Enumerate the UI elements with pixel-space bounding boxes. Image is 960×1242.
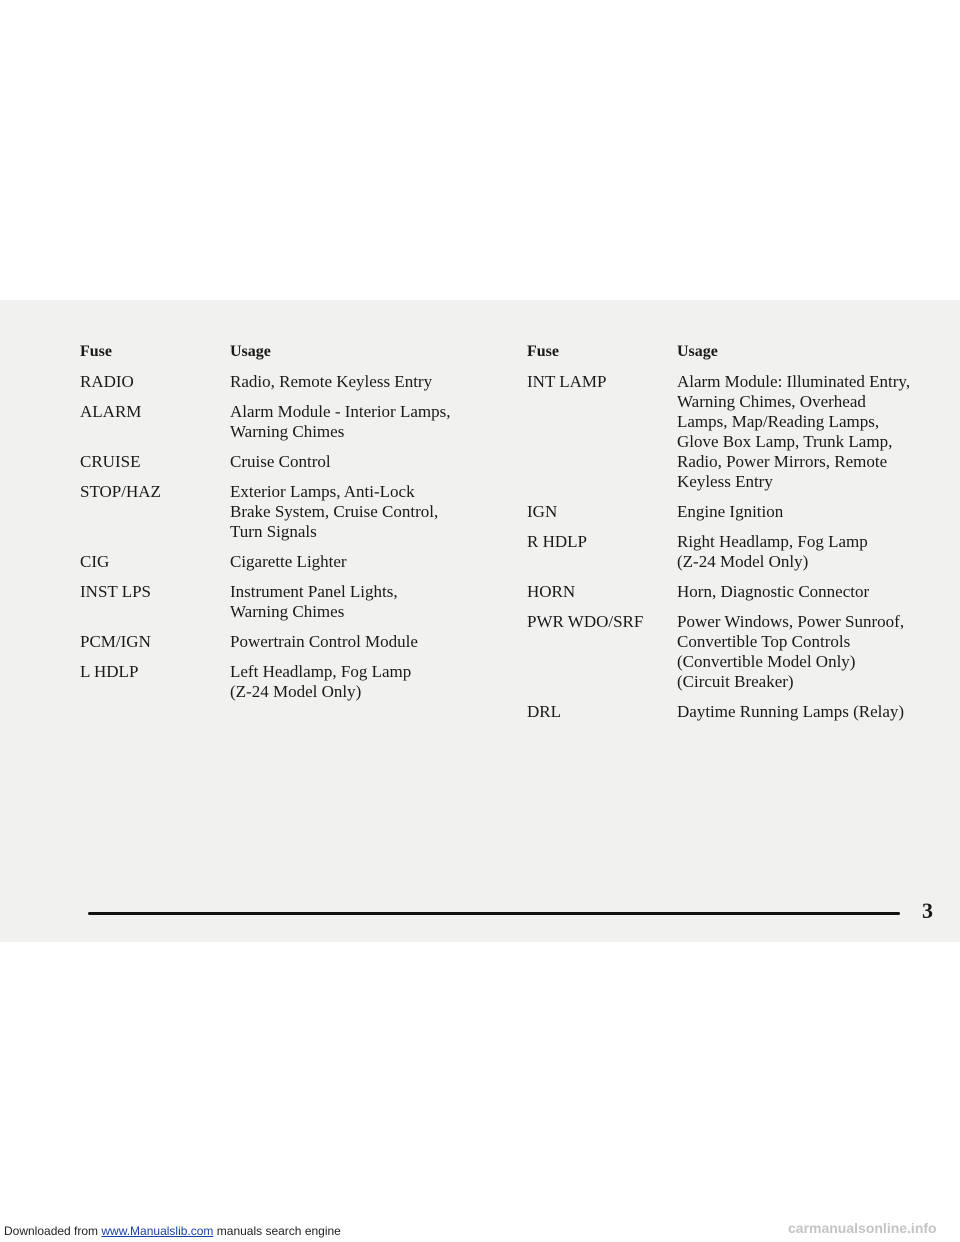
fuse-name: ALARM: [80, 402, 142, 421]
fuse-name: IGN: [527, 502, 558, 521]
fuse-name: R HDLP: [527, 532, 587, 551]
left-table-header: [80, 342, 490, 362]
table-row: [80, 632, 490, 652]
footer-prefix: Downloaded from: [4, 1224, 102, 1238]
fuse-usage: Alarm Module - Interior Lamps, Warning Chimes: [230, 402, 451, 441]
table-row: [527, 582, 952, 602]
table-row: [527, 532, 952, 572]
fuse-usage: Cigarette Lighter: [230, 552, 347, 571]
fuse-name: HORN: [527, 582, 576, 601]
table-row: [80, 372, 490, 392]
fuse-usage: Exterior Lamps, Anti-Lock Brake System, Cruise Control, Turn Signals: [230, 482, 439, 541]
fuse-usage: Left Headlamp, Fog Lamp (Z-24 Model Only): [230, 662, 412, 701]
download-footer: [4, 1224, 341, 1238]
fuse-name: INT LAMP: [527, 372, 607, 391]
table-row: [80, 582, 490, 622]
fuse-usage: Powertrain Control Module: [230, 632, 418, 651]
fuse-column-header: Fuse: [80, 343, 112, 360]
usage-column-header: Usage: [677, 343, 718, 360]
table-row: [80, 552, 490, 572]
fuse-name: INST LPS: [80, 582, 152, 601]
fuse-usage: Daytime Running Lamps (Relay): [677, 702, 905, 721]
fuse-usage: Horn, Diagnostic Connector: [677, 582, 870, 601]
footer-rule: [88, 912, 900, 915]
page-number: 3: [922, 898, 933, 923]
right-fuse-table: [527, 342, 952, 732]
fuse-usage: Alarm Module: Illuminated Entry, Warning Chimes, Overhead Lamps, Map/Reading Lamps, Glove Box Lamp, Trunk Lamp, Radio, Power Mirrors, Remote Keyless Entry: [677, 372, 911, 491]
table-row: [527, 372, 952, 492]
watermark-text: carmanualsonline.info: [788, 1220, 937, 1236]
fuse-name: STOP/HAZ: [80, 482, 161, 501]
fuse-name: DRL: [527, 702, 561, 721]
fuse-name: L HDLP: [80, 662, 139, 681]
left-fuse-table: [80, 342, 490, 712]
table-row: [527, 502, 952, 522]
footer-suffix: manuals search engine: [213, 1224, 341, 1238]
right-table-header: [527, 342, 952, 362]
fuse-name: PCM/IGN: [80, 632, 151, 651]
fuse-usage: Cruise Control: [230, 452, 331, 471]
table-row: [80, 452, 490, 472]
table-row: [80, 402, 490, 442]
usage-column-header: Usage: [230, 343, 271, 360]
fuse-usage: Engine Ignition: [677, 502, 784, 521]
fuse-column-header: Fuse: [527, 343, 559, 360]
fuse-name: PWR WDO/SRF: [527, 612, 644, 631]
fuse-usage: Radio, Remote Keyless Entry: [230, 372, 433, 391]
manualslib-link[interactable]: www.Manualslib.com: [101, 1224, 214, 1238]
fuse-name: CRUISE: [80, 452, 141, 471]
fuse-name: RADIO: [80, 372, 134, 391]
fuse-usage: Instrument Panel Lights, Warning Chimes: [230, 582, 398, 621]
table-row: [80, 662, 490, 702]
fuse-usage: Power Windows, Power Sunroof, Convertible Top Controls (Convertible Model Only) (Circuit Breaker): [677, 612, 905, 691]
table-row: [527, 702, 952, 722]
fuse-usage: Right Headlamp, Fog Lamp (Z-24 Model Only): [677, 532, 868, 571]
manual-page: [0, 300, 960, 942]
fuse-name: CIG: [80, 552, 110, 571]
table-row: [527, 612, 952, 692]
table-row: [80, 482, 490, 542]
